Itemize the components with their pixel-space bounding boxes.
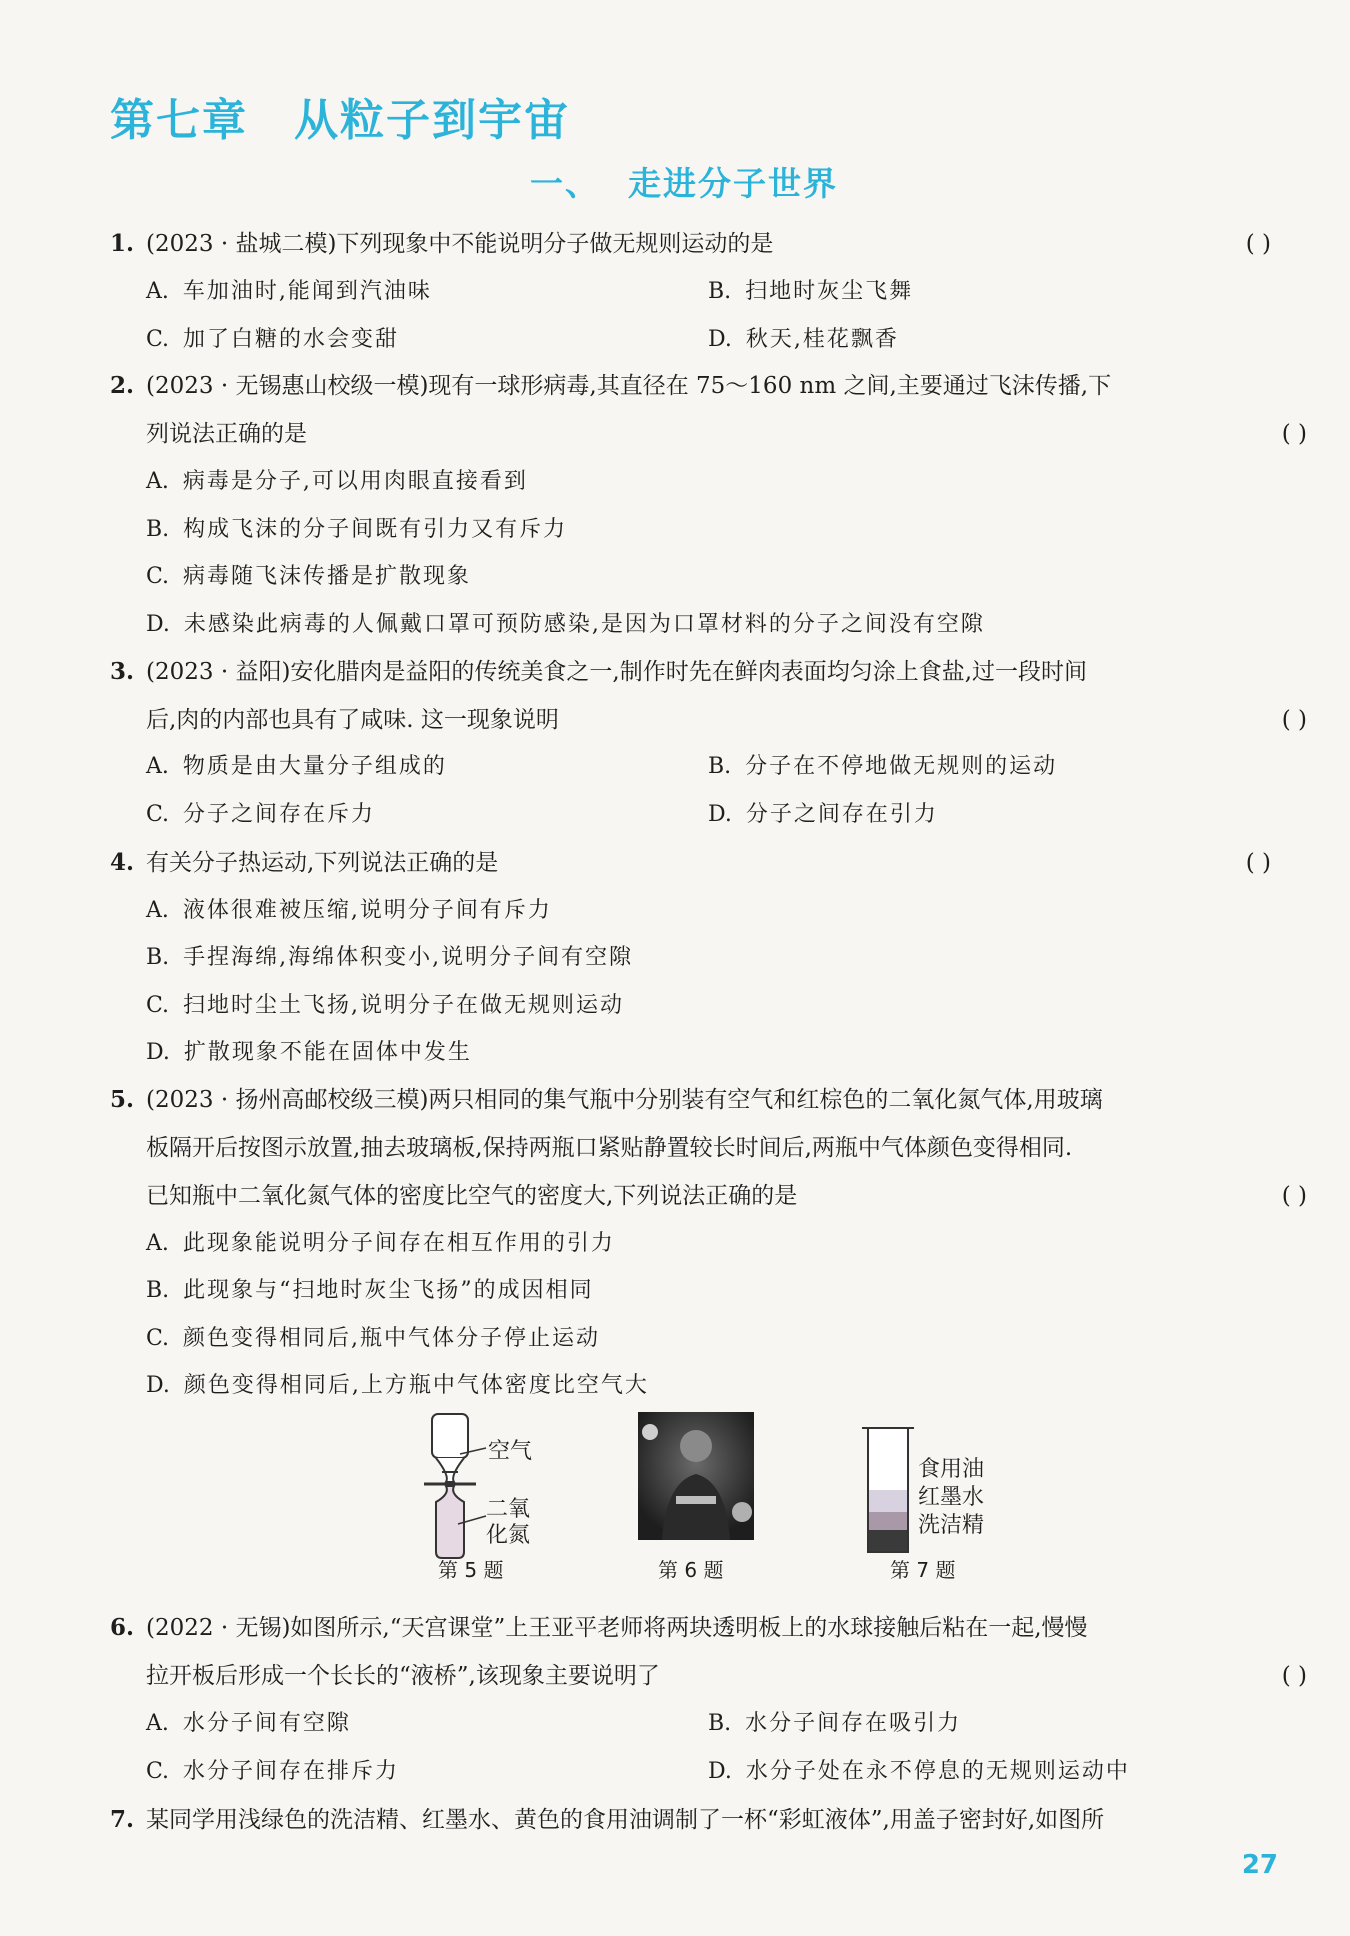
- question-number: 1.: [110, 230, 135, 257]
- question-3-stem: [110, 656, 1285, 688]
- question-5-option-c[interactable]: C. 颜色变得相同后,瓶中气体分子停止运动: [146, 1326, 601, 1351]
- question-2-option-c[interactable]: C. 病毒随飞沫传播是扩散现象: [146, 564, 472, 589]
- question-2-stem-cont: [110, 418, 1321, 450]
- figure-7-caption: 第 7 题: [890, 1558, 956, 1582]
- question-number: 7.: [110, 1806, 135, 1833]
- question-number: 2.: [110, 372, 135, 399]
- question-3-option-c[interactable]: C. 分子之间存在斥力: [146, 802, 376, 827]
- answer-bracket: ( ): [1281, 1183, 1307, 1209]
- question-text: 有关分子热运动,下列说法正确的是: [146, 850, 499, 876]
- question-6-option-c[interactable]: C. 水分子间存在排斥力: [146, 1759, 400, 1784]
- figure-6: [638, 1412, 758, 1588]
- question-text: (2023 · 无锡惠山校级一模)现有一球形病毒,其直径在 75～160 nm 之间,主要通过飞沫传播,下: [146, 373, 1112, 399]
- question-5-stem-cont: [110, 1132, 1321, 1164]
- label-air: 空气: [488, 1439, 533, 1464]
- question-3-stem-cont: [110, 704, 1321, 736]
- question-6-option-b[interactable]: B. 水分子间存在吸引力: [708, 1711, 962, 1736]
- question-text: 后,肉的内部也具有了咸味. 这一现象说明: [146, 707, 559, 733]
- question-text: (2023 · 益阳)安化腊肉是益阳的传统美食之一,制作时先在鲜肉表面均匀涂上食盐,过一段时间: [146, 659, 1088, 685]
- question-text: 板隔开后按图示放置,抽去玻璃板,保持两瓶口紧贴静置较长时间后,两瓶中气体颜色变得相同.: [146, 1135, 1073, 1161]
- answer-bracket: ( ): [1281, 421, 1307, 447]
- rainbow-liquid-cup: [860, 1426, 916, 1554]
- chapter-title: [110, 84, 570, 148]
- figure-5: [420, 1408, 560, 1588]
- question-5-option-d[interactable]: D. 颜色变得相同后,上方瓶中气体密度比空气大: [146, 1373, 649, 1398]
- question-text: (2023 · 盐城二模)下列现象中不能说明分子做无规则运动的是: [146, 231, 774, 257]
- figure-5-caption: 第 5 题: [438, 1558, 504, 1582]
- question-text: (2023 · 扬州高邮校级三模)两只相同的集气瓶中分别装有空气和红棕色的二氧化氮气体,用玻璃: [146, 1087, 1103, 1113]
- question-text: 某同学用浅绿色的洗洁精、红墨水、黄色的食用油调制了一杯“彩虹液体”,用盖子密封好,如图所: [146, 1807, 1105, 1833]
- question-4-option-a[interactable]: A. 液体很难被压缩,说明分子间有斥力: [146, 898, 552, 923]
- question-2-option-d[interactable]: D. 未感染此病毒的人佩戴口罩可预防感染,是因为口罩材料的分子之间没有空隙: [146, 612, 985, 637]
- layer-detergent-label: 洗洁精: [918, 1513, 985, 1538]
- answer-bracket: ( ): [1245, 850, 1271, 876]
- question-text: 列说法正确的是: [146, 421, 307, 447]
- question-6-option-a[interactable]: A. 水分子间有空隙: [146, 1711, 351, 1736]
- question-1-option-b[interactable]: B. 扫地时灰尘飞舞: [708, 279, 914, 304]
- answer-bracket: ( ): [1281, 1663, 1307, 1689]
- question-number: 5.: [110, 1086, 135, 1113]
- question-text: (2022 · 无锡)如图所示,“天宫课堂”上王亚平老师将两块透明板上的水球接触后粘在一起,慢慢: [146, 1615, 1088, 1641]
- question-4-option-c[interactable]: C. 扫地时尘土飞扬,说明分子在做无规则运动: [146, 993, 625, 1018]
- question-5-option-a[interactable]: A. 此现象能说明分子间存在相互作用的引力: [146, 1231, 615, 1256]
- question-1-option-c[interactable]: C. 加了白糖的水会变甜: [146, 327, 400, 352]
- question-5-option-b[interactable]: B. 此现象与“扫地时灰尘飞扬”的成因相同: [146, 1278, 594, 1303]
- figures-row: [420, 1408, 1040, 1588]
- question-2-option-a[interactable]: A. 病毒是分子,可以用肉眼直接看到: [146, 469, 528, 494]
- question-6-option-d[interactable]: D. 水分子处在永不停息的无规则运动中: [708, 1759, 1130, 1784]
- question-6-stem: [110, 1612, 1285, 1644]
- section-name: 走进分子世界: [628, 164, 838, 203]
- figure-7: [860, 1408, 1040, 1588]
- question-1-stem: [110, 228, 1285, 260]
- question-number: 4.: [110, 849, 135, 876]
- page-number: 27: [1241, 1850, 1278, 1880]
- question-number: 3.: [110, 658, 135, 685]
- section-title: [530, 158, 838, 205]
- answer-bracket: ( ): [1245, 231, 1271, 257]
- figure-6-caption: 第 6 题: [658, 1558, 724, 1582]
- question-text: 已知瓶中二氧化氮气体的密度比空气的密度大,下列说法正确的是: [146, 1183, 798, 1209]
- question-6-stem-cont: [110, 1660, 1321, 1692]
- question-2-option-b[interactable]: B. 构成飞沫的分子间既有引力又有斥力: [146, 517, 568, 542]
- question-3-option-a[interactable]: A. 物质是由大量分子组成的: [146, 754, 447, 779]
- question-2-stem: [110, 370, 1285, 402]
- question-7-stem: [110, 1804, 1285, 1836]
- liquid-bridge-photo: [638, 1412, 754, 1540]
- question-1-option-d[interactable]: D. 秋天,桂花飘香: [708, 327, 899, 352]
- chapter-name: 从粒子到宇宙: [294, 95, 570, 146]
- question-1-option-a[interactable]: A. 车加油时,能闻到汽油味: [146, 279, 432, 304]
- chapter-number: 第七章: [110, 95, 248, 146]
- section-number: 一、: [530, 164, 600, 203]
- question-4-option-b[interactable]: B. 手捏海绵,海绵体积变小,说明分子间有空隙: [146, 945, 634, 970]
- layer-oil-label: 食用油: [918, 1457, 985, 1482]
- layer-red-ink-label: 红墨水: [918, 1485, 985, 1510]
- question-text: 拉开板后形成一个长长的“液桥”,该现象主要说明了: [146, 1663, 660, 1689]
- question-4-option-d[interactable]: D. 扩散现象不能在固体中发生: [146, 1040, 472, 1065]
- question-5-stem: [110, 1084, 1285, 1116]
- label-no2-line1: 二氧: [486, 1497, 531, 1522]
- question-4-stem: [110, 847, 1285, 879]
- label-no2-line2: 化氮: [486, 1523, 531, 1548]
- question-3-option-d[interactable]: D. 分子之间存在引力: [708, 802, 938, 827]
- answer-bracket: ( ): [1281, 707, 1307, 733]
- question-3-option-b[interactable]: B. 分子在不停地做无规则的运动: [708, 754, 1058, 779]
- question-number: 6.: [110, 1614, 135, 1641]
- question-5-stem-cont: [110, 1180, 1321, 1212]
